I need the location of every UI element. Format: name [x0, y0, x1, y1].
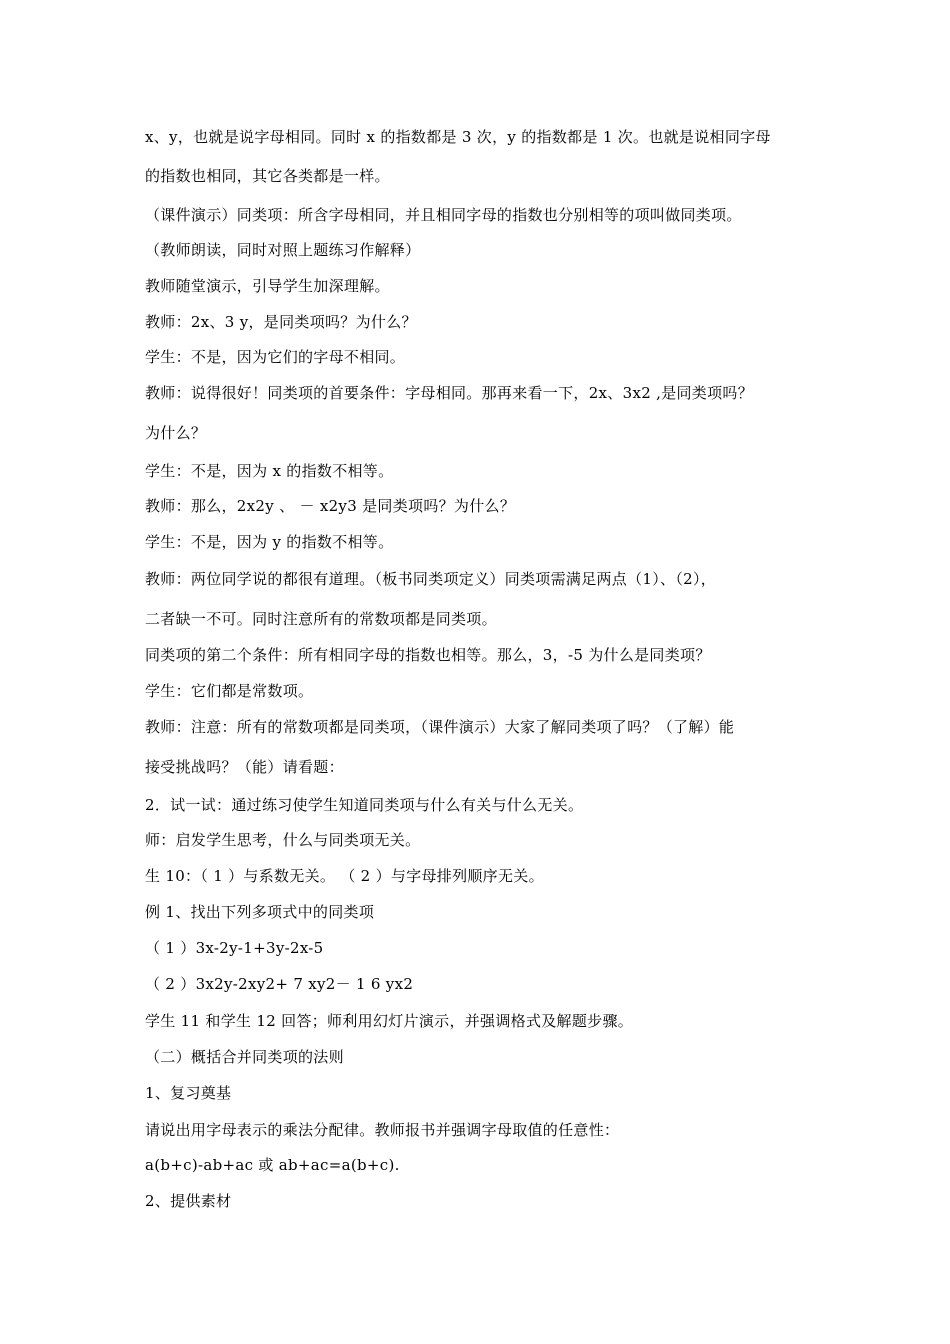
text-line: （二）概括合并同类项的法则 — [145, 1048, 344, 1066]
text-line: 教师：2x、3 y，是同类项吗？为什么？ — [145, 313, 417, 331]
text-line: 教师随堂演示，引导学生加深理解。 — [145, 277, 390, 295]
text-line: （ 1 ）3x-2y-1+3y-2x-5 — [145, 939, 324, 957]
text-line: 生 10：（ 1 ）与系数无关。 （ 2 ）与字母排列顺序无关。 — [145, 867, 544, 885]
text-line: 接受挑战吗？（能）请看题： — [145, 758, 344, 776]
text-line: 1、复习奠基 — [145, 1084, 232, 1102]
text-line: （ 2 ）3x2y-2xy2+ 7 xy2－ 1 6 yx2 — [145, 975, 414, 993]
text-line: a(b+c)-ab+ac 或 ab+ac=a(b+c). — [145, 1156, 400, 1174]
text-line: 2、提供素材 — [145, 1192, 232, 1210]
text-line: x、y，也就是说字母相同。同时 x 的指数都是 3 次，y 的指数都是 1 次。也就是说相同字母 — [145, 128, 771, 146]
text-line: 学生：不是，因为 y 的指数不相等。 — [145, 533, 394, 551]
text-line: 同类项的第二个条件：所有相同字母的指数也相等。那么，3，-5 为什么是同类项？ — [145, 646, 711, 664]
text-line: 为什么？ — [145, 424, 207, 442]
text-line: 学生：不是，因为 x 的指数不相等。 — [145, 462, 394, 480]
text-line: 教师：说得很好！同类项的首要条件：字母相同。那再来看一下，2x、3x2 ,是同类项吗？ — [145, 384, 753, 402]
text-line: 学生 11 和学生 12 回答；师利用幻灯片演示，并强调格式及解题步骤。 — [145, 1012, 634, 1030]
text-line: 师：启发学生思考，什么与同类项无关。 — [145, 831, 421, 849]
text-line: 教师：注意：所有的常数项都是同类项，（课件演示）大家了解同类项了吗？（了解）能 — [145, 718, 735, 736]
text-line: 2．试一试：通过练习使学生知道同类项与什么有关与什么无关。 — [145, 796, 584, 814]
text-line: 学生：不是，因为它们的字母不相同。 — [145, 348, 406, 366]
text-line: 教师：两位同学说的都很有道理。（板书同类项定义）同类项需满足两点（1）、（2）， — [145, 570, 717, 588]
text-line: 例 1、找出下列多项式中的同类项 — [145, 903, 375, 921]
text-line: 教师：那么，2x2y 、 － x2y3 是同类项吗？为什么？ — [145, 497, 516, 515]
text-line: 学生：它们都是常数项。 — [145, 682, 314, 700]
text-line: （教师朗读，同时对照上题练习作解释） — [145, 241, 421, 259]
text-line: 的指数也相同，其它各类都是一样。 — [145, 167, 390, 185]
text-line: 请说出用字母表示的乘法分配律。教师报书并强调字母取值的任意性： — [145, 1121, 620, 1139]
text-line: （课件演示）同类项：所含字母相同，并且相同字母的指数也分别相等的项叫做同类项。 — [145, 206, 742, 224]
text-line: 二者缺一不可。同时注意所有的常数项都是同类项。 — [145, 610, 497, 628]
